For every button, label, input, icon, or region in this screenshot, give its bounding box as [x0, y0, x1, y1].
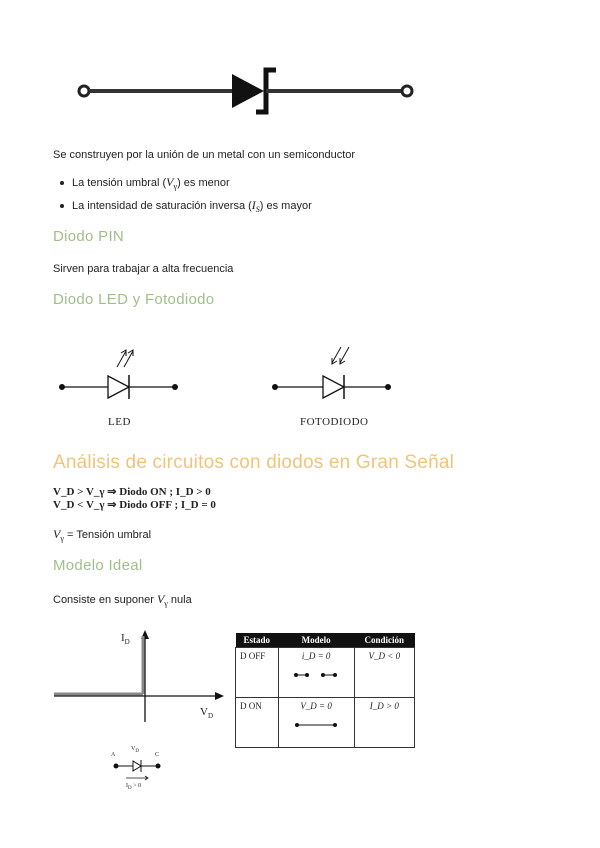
- cell-modelo: i_D = 0: [278, 648, 354, 698]
- photodiode-symbol: [268, 342, 398, 402]
- cell-condicion: V_D < 0: [354, 648, 414, 698]
- condition-on: V_D > V_γ ⇒ Diodo ON ; I_D > 0: [53, 486, 211, 498]
- heading-led-fotodiodo: Diodo LED y Fotodiodo: [53, 291, 215, 308]
- modelo-ideal-table: [235, 633, 415, 748]
- heading-modelo-ideal: Modelo Ideal: [53, 557, 143, 574]
- led-symbol: [55, 342, 185, 402]
- condition-off: V_D < V_γ ⇒ Diodo OFF ; I_D = 0: [53, 499, 216, 511]
- short-circuit-icon: [293, 719, 339, 731]
- pin-text: Sirven para trabajar a alta frecuencia: [53, 263, 234, 275]
- node-a-label: A: [111, 752, 116, 758]
- list-item: La tensión umbral $(V_\gamma)$ es menor: [52, 173, 552, 196]
- fotodiodo-label: FOTODIODO: [300, 416, 369, 428]
- header-modelo: Modelo: [278, 633, 354, 648]
- heading-diodo-pin: Diodo PIN: [53, 228, 125, 245]
- cell-estado: D ON: [236, 698, 279, 748]
- node-c-label: C: [155, 752, 160, 758]
- led-label: LED: [108, 416, 131, 428]
- ideal-text: Consiste en suponer $V_\gamma$ nula: [53, 592, 192, 609]
- axis-x-label: $V_D$: [200, 706, 214, 721]
- table-header-row: [236, 633, 415, 648]
- bullet-list: [52, 173, 552, 219]
- cell-condicion: I_D > 0: [354, 698, 414, 748]
- cell-estado: D OFF: [236, 648, 279, 698]
- umbral-definition: $V_\gamma$ = Tensión umbral: [53, 527, 152, 544]
- header-condicion: Condición: [354, 633, 414, 648]
- diode-current-label: $I_D > 0$: [126, 783, 142, 792]
- header-estado: Estado: [236, 633, 279, 648]
- intro-text: Se construyen por la unión de un metal con un semiconductor: [53, 149, 356, 161]
- diode-voltage-label: $V_D$: [131, 746, 139, 755]
- axis-y-label: $I_D$: [121, 632, 130, 647]
- open-switch-icon: [293, 669, 339, 681]
- list-item: La intensidad de saturación inversa $(I_S)$ es mayor: [52, 196, 552, 219]
- table-row: [236, 648, 415, 698]
- cell-modelo: V_D = 0: [278, 698, 354, 748]
- heading-gran-senal: Análisis de circuitos con diodos en Gran Señal: [53, 452, 455, 473]
- schottky-diode-symbol: [70, 66, 420, 118]
- table-row: [236, 698, 415, 748]
